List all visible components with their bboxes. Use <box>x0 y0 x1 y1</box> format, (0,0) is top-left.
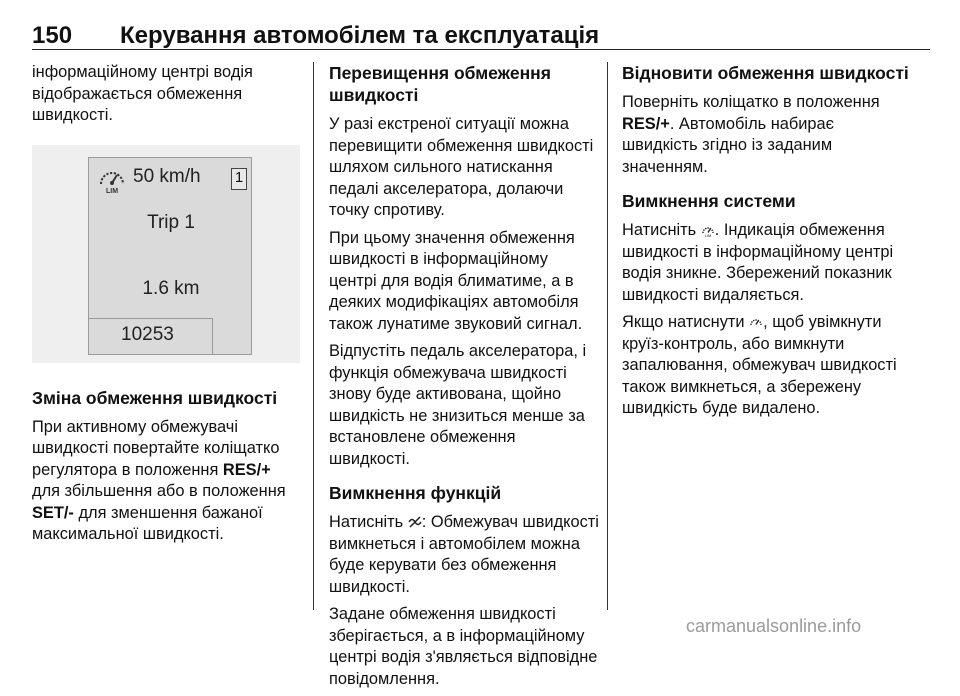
column-right <box>622 62 912 426</box>
driver-info-screen <box>88 157 252 355</box>
page-number: 150 <box>32 22 73 49</box>
section-heading: Вимкнення функцій <box>329 483 502 503</box>
column-divider <box>607 62 608 610</box>
res-label: RES/+ <box>622 114 670 133</box>
intro-text: інформаційному центрі водія відображається обмеження швидкості. <box>32 63 253 124</box>
watermark: carmanualsonline.info <box>686 616 862 636</box>
cruise-control-icon <box>749 315 763 329</box>
speed-limiter-icon <box>97 164 127 194</box>
speed-limiter-icon <box>701 223 715 237</box>
paragraph: При цьому значення обмеження швидкості в інформаційному центрі для водія блиматиме, а в деяких модифікаціях автомобіля також лунатиме звуковий сигнал. <box>329 228 583 333</box>
set-label: SET/- <box>32 503 74 522</box>
column-divider <box>313 62 314 610</box>
instrument-display-figure <box>32 145 300 363</box>
paragraph: При активному обмежувачі швидкості повертайте коліщатко регулятора в положення RES/+ для збільшення або в положення SET/- для зменшення бажаної максимальної швидкості. <box>32 417 286 543</box>
section-heading: Відновити обмеження швидкості <box>622 63 909 83</box>
trip-distance: 1.6 km <box>142 277 200 299</box>
paragraph: Відпустіть педаль акселератора, і функція обмежувача швидкості знову буде активована, щойно швидкість не знизиться менше за встановлене обмеження швидкості. <box>329 342 587 468</box>
page-badge: 1 <box>231 168 247 190</box>
paragraph: У разі екстреної ситуації можна перевищити обмеження швидкості шляхом сильного натискання педалі акселератора, долаючи точку спротиву. <box>329 115 594 219</box>
section-heading: Вимкнення системи <box>622 191 796 211</box>
section-heading: Зміна обмеження швидкості <box>32 387 278 408</box>
page-title: Керування автомобілем та експлуатація <box>120 22 600 49</box>
paragraph: Задане обмеження швидкості зберігається, а в інформаційному центрі водія з'являється відповідне повідомлення. <box>329 605 598 688</box>
paragraph: Поверніть коліщатко в положення RES/+. Автомобіль набирає швидкість згідно із заданим значенням. <box>622 93 880 176</box>
paragraph: Натисніть : Обмежувач швидкості вимкнеться і автомобілем можна буде керувати без обмеження швидкості. <box>329 513 599 596</box>
lim-label: LIM <box>105 187 119 195</box>
section-heading: Перевищення обмеження швидкості <box>329 63 551 105</box>
page-header <box>32 20 930 50</box>
column-left <box>32 62 300 552</box>
svg-text:LIM: LIM <box>704 233 712 238</box>
speed-limit-value: 50 km/h <box>133 165 201 187</box>
cancel-limiter-icon <box>408 515 422 529</box>
column-middle <box>329 62 599 696</box>
paragraph: Натисніть LIM . Індикація обмеження швидкості в інформаційному центрі водія зникне. Збережений показник швидкості видаляється. <box>622 221 894 304</box>
paragraph: Якщо натиснути , щоб увімкнути круїз-контроль, або вимкнути запалювання, обмежувач швидкості також вимкнеться, а збережену швидкість буде видалено. <box>622 313 897 417</box>
trip-label: Trip 1 <box>147 211 195 233</box>
res-label: RES/+ <box>222 460 271 479</box>
odometer-value: 10253 <box>121 323 174 345</box>
